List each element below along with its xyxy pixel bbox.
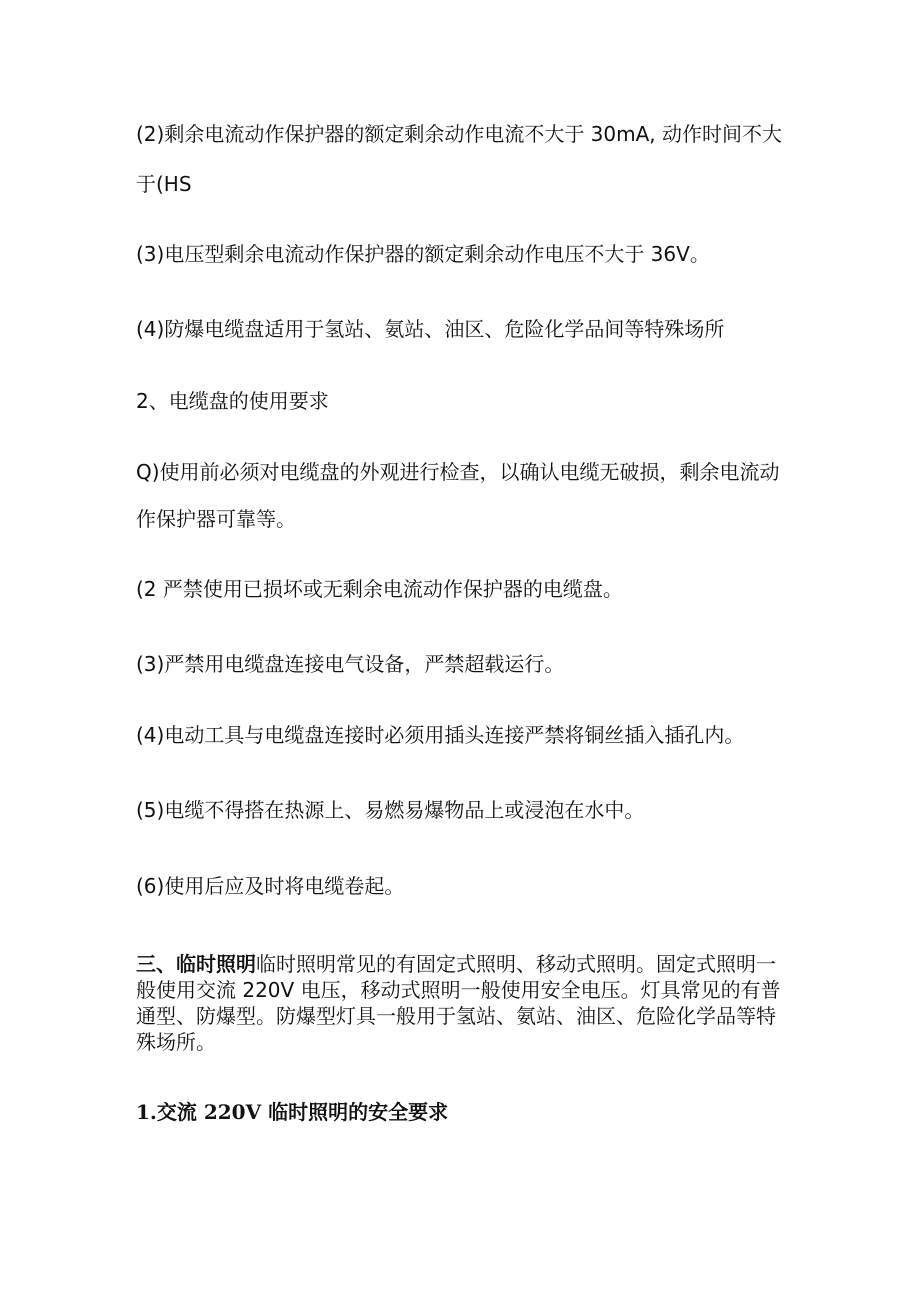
temporary-lighting-line-4: 殊场所。	[136, 1030, 216, 1054]
subheading-220v-prefix: 1.交流 220V	[136, 1100, 269, 1124]
paragraph-roll-up-after-use: (6)使用后应及时将电缆卷起。	[136, 874, 405, 898]
paragraph-inspect-before-use-continued: 作保护器可靠等。	[136, 507, 296, 531]
temporary-lighting-line-1	[136, 951, 796, 977]
paragraph-rcd-rated-current: (2)剩余电流动作保护器的额定剩余动作电流不大于 30mA, 动作时间不大	[136, 122, 783, 146]
temporary-lighting-line-2: 般使用交流 220V 电压，移动式照明一般使用安全电压。灯具常见的有普	[136, 978, 781, 1002]
paragraph-keep-away-heat: (5)电缆不得搭在热源上、易燃易爆物品上或浸泡在水中。	[136, 798, 645, 822]
paragraph-no-damaged-reel: (2 严禁使用已损坏或无剩余电流动作保护器的电缆盘。	[136, 577, 623, 601]
subheading-220v-rest: 临时照明的安全要求	[268, 1100, 449, 1124]
paragraph-explosion-proof-reel: (4)防爆电缆盘适用于氢站、氨站、油区、危险化学品间等特殊场所	[136, 317, 725, 341]
paragraph-rcd-rated-voltage: (3)电压型剩余电流动作保护器的额定剩余动作电压不大于 36V。	[136, 242, 710, 266]
paragraph-no-overload: (3)严禁用电缆盘连接电气设备，严禁超载运行。	[136, 652, 565, 676]
paragraph-plug-connection: (4)电动工具与电缆盘连接时必须用插头连接严禁将铜丝插入插孔内。	[136, 723, 745, 747]
temporary-lighting-line-1-text: 临时照明常见的有固定式照明、移动式照明。固定式照明一	[256, 952, 776, 976]
paragraph-inspect-before-use: Q)使用前必须对电缆盘的外观进行检查，以确认电缆无破损，剩余电流动	[136, 460, 780, 484]
section-heading-cable-reel-usage: 2、电缆盘的使用要求	[136, 389, 329, 413]
section-heading-temporary-lighting: 三、临时照明	[136, 952, 256, 976]
subheading-220v-lighting-safety	[136, 1099, 796, 1125]
paragraph-rcd-rated-current-continued: 于(HS	[136, 172, 192, 196]
paragraph-temporary-lighting	[136, 951, 796, 1055]
temporary-lighting-line-3: 通型、防爆型。防爆型灯具一般用于氢站、氨站、油区、危险化学品等特	[136, 1004, 776, 1028]
